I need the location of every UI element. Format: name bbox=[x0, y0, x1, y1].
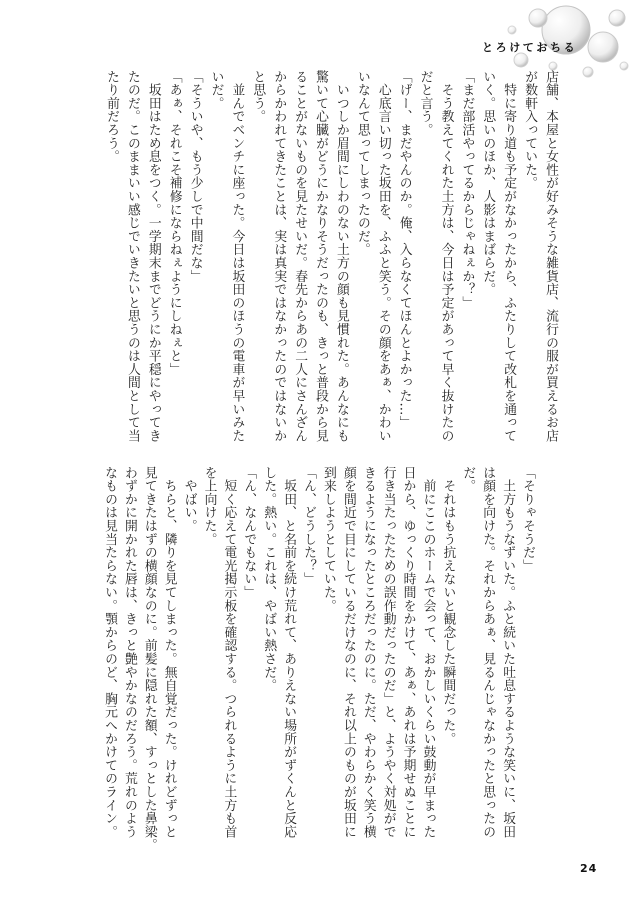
text-column: 到来しようとしていた。 bbox=[320, 466, 336, 613]
text-column: 「げー、まだやんのか。俺、入らなくてほんとよかった…」 bbox=[396, 70, 412, 430]
text-column: いなんて思ってしまったのだ。 bbox=[354, 70, 370, 257]
lower-text-block bbox=[99, 466, 537, 858]
text-column: からかわれてきたことは、実は真実ではなかったのではないか bbox=[271, 70, 287, 443]
upper-text-block bbox=[100, 70, 560, 455]
text-column: それはもう抗えないと観念した瞬間だった。 bbox=[440, 466, 456, 746]
text-column: 「ん、なんでもない」 bbox=[241, 466, 257, 599]
text-column: ちらと、隣りを見てしまった。無自覚だった。けれどずっと bbox=[161, 466, 177, 839]
text-column: した。熱い。これは、やばい熱さだ。 bbox=[261, 466, 277, 693]
text-column: 「そりゃそうだ」 bbox=[520, 466, 535, 573]
running-header-title: とろけておちる bbox=[482, 41, 578, 54]
text-column: 驚いて心臓がどうにかなりそうだったのも、きっと普段から見 bbox=[313, 70, 329, 443]
text-column: 店舗、本屋と女性が好みそうな雑貨店、流行の服が買えるお店 bbox=[543, 70, 558, 443]
text-column: いく。思いのほか、人影はまばらだ。 bbox=[480, 70, 496, 297]
bubble-small bbox=[529, 9, 547, 27]
bubble-small bbox=[514, 53, 528, 67]
text-column: いだ。 bbox=[208, 70, 224, 110]
text-column: 行き当たったための誤作動だったのだ」と、ようやく対処がで bbox=[380, 466, 396, 839]
text-column: きるようになったところだったのに。ただ、やわらかく笑う横 bbox=[360, 466, 376, 839]
text-column: 坂田はため息をつく。一学期末までどうにか平穏にやってき bbox=[145, 70, 161, 443]
text-column: たのだ。このままいい感じでいきたいと思うのは人間として当 bbox=[124, 70, 140, 443]
bubble-tiny bbox=[583, 67, 593, 77]
bubble-medium bbox=[588, 32, 618, 62]
text-column: たり前だろう。 bbox=[103, 70, 119, 164]
text-column: だ。 bbox=[460, 466, 476, 493]
text-column: と思う。 bbox=[250, 70, 266, 124]
bubble-tiny bbox=[620, 62, 628, 70]
text-column: 土方もうなずいた。ふと続いた吐息するような笑いに、坂田 bbox=[500, 466, 516, 839]
text-column: わずかに開かれた唇は、きっと艶やかなのだろう。荒れのよう bbox=[121, 466, 137, 839]
page-number: 24 bbox=[580, 862, 598, 875]
text-column: いつしか眉間にしわのない土方の顔も見慣れた。あんなにも bbox=[333, 70, 349, 443]
text-column: 見てきたはずの横顔なのに。前髪に隠れた額、すっとした鼻梁。 bbox=[141, 466, 157, 852]
bubble-tiny bbox=[549, 62, 557, 70]
text-column: を上向けた。 bbox=[201, 466, 217, 546]
text-column: 坂田、と名前を続け荒れて、ありえない場所がずくんと反応 bbox=[281, 466, 297, 839]
text-column: だと言う。 bbox=[417, 70, 433, 137]
text-column: は顔を向けた。それからあぁ、見るんじゃなかったと思ったの bbox=[480, 466, 496, 839]
text-column: やばい。 bbox=[181, 466, 197, 533]
text-column: そう教えてくれた土方は、今日は予定があって早く抜けたの bbox=[438, 70, 454, 443]
text-column: 「あぁ、それこそ補修にならねぇようにしねぇと」 bbox=[166, 70, 182, 376]
text-column: 「そういや、もう少しで中間だな」 bbox=[187, 70, 203, 283]
bubble-small bbox=[609, 10, 625, 26]
text-column: 心底言い切った坂田を、ふふと笑う。その顔をあぁ、かわい bbox=[375, 70, 391, 443]
text-column: 顔を間近で目にしているだけなのに、それ以上のものが坂田に bbox=[340, 466, 356, 839]
text-column: 短く応えて電光掲示板を確認する。つられるように土方も首 bbox=[221, 466, 237, 839]
text-column: 特に寄り道も予定がなかったから、ふたりして改札を通って bbox=[501, 70, 517, 443]
text-column: が数軒入っていた。 bbox=[522, 70, 538, 190]
text-column: 「ん、どうした？」 bbox=[301, 466, 317, 586]
text-column: 「まだ部活やってるからじゃねぇか？」 bbox=[459, 70, 475, 310]
text-column: 並んでベンチに座った。今日は坂田のほうの電車が早いみた bbox=[229, 70, 245, 443]
text-column: 前にここのホームで会って、おかしいくらい鼓動が早まった bbox=[420, 466, 436, 839]
text-column: なものは見当たらない。顎からのど、胸元へかけてのライン。 bbox=[101, 466, 117, 839]
text-column: ることがないものを見たせいだ。春先からあの二人にさんざん bbox=[292, 70, 308, 443]
bubble-tiny bbox=[508, 26, 516, 34]
text-column: 日から、ゆっくり時間をかけて、あぁ、あれは予期せぬことに bbox=[400, 466, 416, 839]
